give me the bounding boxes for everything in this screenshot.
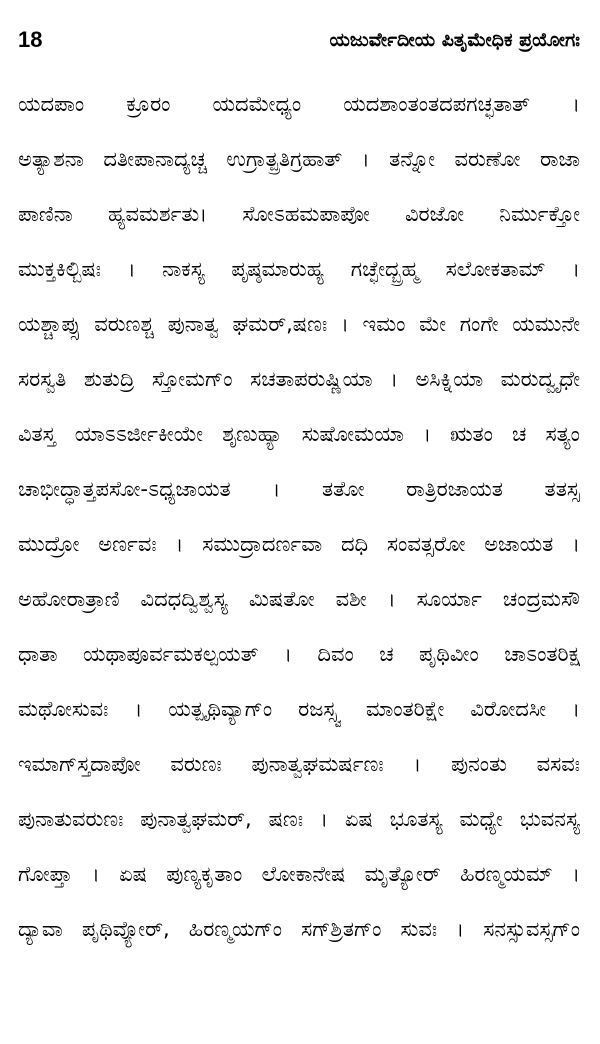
text-line: ಚಾಭೀದ್ಧಾತ್ತಪಸೋ-ಽಧ್ಯಜಾಯತ । ತತೋ ರಾತ್ರಿರಜಾಯತ ತತಸ್ಸ	[18, 477, 580, 501]
mantra-text	[18, 82, 580, 962]
text-line: ದ್ಯಾವಾ ಪೃಥಿವ್ಯೋರ್, ಹಿರಣ್ಮಯಗ್‌ಂ ಸಗ್‌ಶ್ರಿತಗ್‌ಂ ಸುವಃ । ಸನಸ್ಸುವಸ್ಸಗ್‌ಂ	[18, 917, 580, 941]
text-line: ಮುದ್ರೋ ಅರ್ಣವಃ । ಸಮುದ್ರಾದರ್ಣವಾ ದಧಿ ಸಂವತ್ಸರೋ ಅಜಾಯತ ।	[18, 532, 580, 556]
text-line: ಧಾತಾ ಯಥಾಪೂರ್ವಮಕಲ್ಪಯತ್ । ದಿವಂ ಚ ಪೃಥಿವೀಂ ಚಾಽಂತರಿಕ್ಷ	[18, 642, 580, 666]
text-line: ಮುಕ್ತಕಿಲ್ಬಿಷಃ । ನಾಕಸ್ಯ ಪೃಷ್ಠಮಾರುಹ್ಯ ಗಚ್ಛೇದ್ಬ್ರಹ್ಮ ಸಲೋಕತಾಮ್ ।	[18, 257, 580, 281]
text-line: ಪುನಾತುವರುಣಃ ಪುನಾತ್ವಘಮರ್, ಷಣಃ । ಏಷ ಭೂತಸ್ಯ ಮಧ್ಯೇ ಭುವನಸ್ಯ	[18, 807, 580, 831]
text-line: ಇಮಾಗ್‌ಸ್ತದಾಪೋ ವರುಣಃ ಪುನಾತ್ವಘಮರ್ಷಣಃ । ಪುನಂತು ವಸವಃ	[18, 752, 580, 776]
page-number: 18	[18, 27, 43, 52]
text-line: ಪಾಣಿನಾ ಹ್ಯವಮರ್ಶತು। ಸೋಽಹಮಪಾಪೋ ವಿರಜೋ ನಿರ್ಮುಕ್ತೋ	[18, 202, 580, 226]
text-line: ಅಹೋರಾತ್ರಾಣಿ ವಿದಧದ್ವಿಶ್ವಸ್ಯ ಮಿಷತೋ ವಶೀ । ಸೂರ್ಯಾ ಚಂದ್ರಮಸೌ	[18, 587, 580, 611]
text-line: ಗೋಪ್ತಾ । ಏಷ ಪುಣ್ಯಕೃತಾಂ ಲೋಕಾನೇಷ ಮೃತ್ಯೋರ್ ಹಿರಣ್ಮಯಮ್ ।	[18, 862, 580, 886]
text-line: ಸರಸ್ವತಿ ಶುತುದ್ರಿ ಸ್ತೋಮಗ್‌ಂ ಸಚತಾಪರುಷ್ಣಿಯಾ । ಅಸಿಕ್ನಿಯಾ ಮರುದ್ವೃಧೇ	[18, 367, 580, 391]
page-header	[18, 24, 580, 56]
text-line: ವಿತಸ್ತ ಯಾಽಽರ್ಜೀಕೀಯೇ ಶೃಣುಹ್ಯಾ ಸುಷೋಮಯಾ । ಋತಂ ಚ ಸತ್ಯಂ	[18, 422, 580, 446]
running-title: ಯಜುರ್ವೇದೀಯ ಪಿತೃಮೇಧಿಕ ಪ್ರಯೋಗಃ	[329, 29, 580, 51]
text-line: ಯಶ್ಚಾಪ್ಸು ವರುಣಶ್ಚ ಪುನಾತ್ವ ಘಮರ್,ಷಣಃ । ಇಮಂ ಮೇ ಗಂಗೇ ಯಮುನೇ	[18, 312, 580, 336]
text-line: ಅತ್ಯಾಶನಾ ದತೀಪಾನಾದ್ಯಚ್ಚ ಉಗ್ರಾತ್ಪ್ರತಿಗ್ರಹಾತ್ । ತನ್ನೋ ವರುಣೋ ರಾಜಾ	[18, 147, 580, 171]
text-line: ಯದಪಾಂ ಕ್ರೂರಂ ಯದಮೇಧ್ಯಂ ಯದಶಾಂತಂತದಪಗಚ್ಛತಾತ್ ।	[18, 92, 580, 116]
text-line: ಮಥೋಸುವಃ । ಯತ್ಪೃಥಿವ್ಯಾಗ್‌ಂ ರಜಸ್ಸ್ವ ಮಾಂತರಿಕ್ಷೇ ವಿರೋದಸೀ ।	[18, 697, 580, 721]
